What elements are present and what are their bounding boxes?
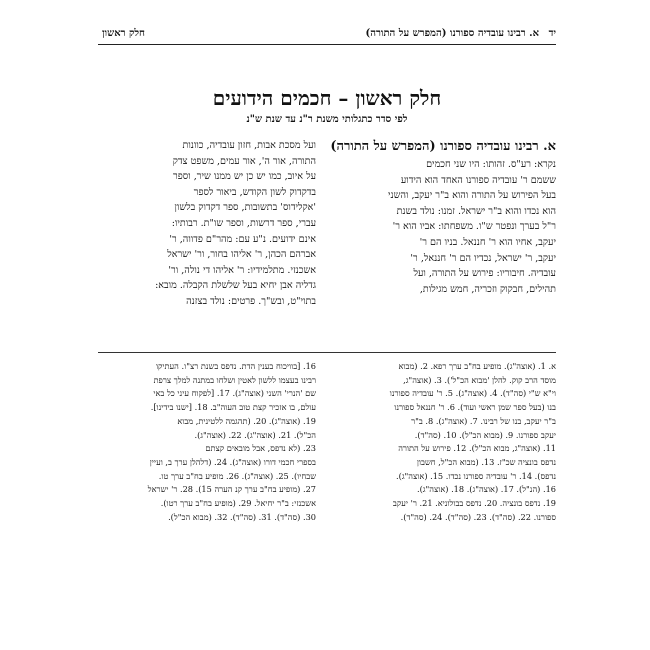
text-line: ועל מסכת אבות, חזון עובדיה, כוונות <box>182 140 316 151</box>
footnote-line: בספרי חכמי דורו (אוצה"ג). 24. (דלהלן ערך ב, ועיין <box>149 456 316 467</box>
page-number: יד <box>548 28 556 39</box>
footnote-line: 16. [בוויכוח בענין הדת. נדפס בשנת רצ"ו. העתיקו <box>155 361 316 371</box>
text-line: עברי, ספר דרשות, וספר שו"ת. רבותיו: <box>171 217 316 229</box>
footnote-line: 30. (סה"ד). 31. (סה"ד). 32. (מבוא הכ"ל). <box>168 511 316 522</box>
header-divider <box>98 44 556 45</box>
text-line: תהילים, חבקוק וזכריה, חמש מגילות, <box>419 283 556 295</box>
footnote-line: נדפס בונציה שכ"ז. 13. (מבוא הכ"ל, חשבון <box>416 456 556 467</box>
text-line: עובדיה. חיבוריו: פירוש על התורה, ועל <box>413 268 556 280</box>
footnote-divider <box>98 352 556 353</box>
book-page <box>98 22 556 632</box>
footnote-line: 19. נדפס בונציה. 20. נדפס בבולוניא. 21. ר' יעקב <box>392 498 556 509</box>
footnotes-right <box>330 360 556 524</box>
footnote-line: אשכנזי: ב"ר יחיאל. 29. (מופיע בח"ב ערך רטו). <box>160 498 316 509</box>
text-line: על איוב, כמו יש כן יש ממנו שיר, וספר <box>173 171 316 183</box>
text-line: ששמם ר' עובדיה ספורנו האחד הוא הידוע <box>400 174 556 186</box>
text-line: אברהם הכהן, ר' אליהו בחור, ור' ישראל <box>167 249 316 261</box>
footnote-line: בנו (בעל ספר שמן ראשי ועוד). 6. ר' חננאל ספורנו <box>394 402 556 413</box>
text-line: אשכנזי. מתלמידיו: ר' אליהו די נולה, ור' <box>168 264 316 276</box>
footnote-line: שבחיו). 25. (אוצה"ג). 26. מופיע בח"ב ערך טו. <box>158 470 316 481</box>
footnote-line: א. 1. (אוצה"ג). מופיע בח"ב ערך רפא. 2. (מבוא <box>398 361 556 371</box>
footnote-line: 27. (מופיע בח"ב ערך קנ הערה 15). 28. ר' ישראל <box>147 484 316 495</box>
footnote-line: ב"ר יעקב, בנו של רבינו. 7. (אוצה"ג). 8. ב"ר <box>411 415 556 426</box>
page-subtitle: לפי סדר כתגלותי משנת ר"נ עד שנת ש"נ <box>246 114 408 125</box>
footnotes-left <box>98 360 316 524</box>
text-line: יעקב, ר' ישראל, נכדיו הם ר' חננאל, ר' <box>410 252 556 264</box>
footnote-line: 11. (אוצה"ג, מבוא הכ"ל). 12. פירוש על התורה <box>398 443 556 454</box>
text-line: הוא נכדו והוא ב"ר ישראל. זמנו: נולד בשנת <box>396 205 556 217</box>
header-part-label: חלק ראשון <box>102 28 145 39</box>
main-column-left <box>98 138 316 310</box>
text-line: ר"ל בערך ונפטר ש"ו. משפחתו: אביו הוא ר' <box>392 221 556 233</box>
footnote-line: 19. (אוצה"ג). 20. (תהגמה ללטינית, מבוא <box>177 415 316 426</box>
footnote-line: נדפס). 14. ר' עובדיה ספורנו נכדו. 15. (אוצה"ג). <box>396 470 556 481</box>
header-page-number <box>366 28 557 39</box>
footnote-line: וי"א ש"י (סה"ד). 4. (אוצה"ג). 5. ר' עובדיה ספורנו <box>389 388 556 399</box>
section-heading: א. רבינו עובדיה ספורנו (המפרש על התורה) <box>330 139 556 154</box>
footnote-line: מוסד הרב קוק. להלן 'מבוא הכ"ל'). 3. (אוצה"ג, <box>403 374 556 385</box>
text-line: התורה, אור ה', אור עמים, משפט צדק <box>172 155 316 167</box>
text-line: נקרא: רע"ס. זהותו: היו שני חכמים <box>426 159 556 170</box>
text-line: 'אקלידוס' בתשובות, ספר דקדוק בלשון <box>174 202 316 214</box>
text-line: בעל הפירוש על התורה והוא ב"ר יעקב, והשני <box>388 190 556 202</box>
text-line: בדקדוק לשון הקודש, ביאור לספר <box>193 186 316 198</box>
footnote-line: עולם, בו אזכיר קצת טוב העוה"ב. 18. [ישנו בידינו]. <box>150 402 316 413</box>
footnote-line: 16. (הנ"ל). 17. (אוצה"ג). 18. (אוצה"ג). <box>417 484 556 495</box>
footnote-line: רבינו בעצמו ללשון לאטין ושלחו במתנה למלך צרפת <box>153 374 316 385</box>
running-title: א. רבינו עובדיה ספורנו (המפרש על התורה) <box>365 28 540 39</box>
main-column-right <box>330 138 556 297</box>
footnote-line: יעקב ספורנו. 9. (מבוא הכ"ל). 10. (סה"ד). <box>414 429 556 440</box>
text-line: יעקב, אחיו הוא ר' חננאל. בניו הם ר' <box>419 236 556 248</box>
footnote-line: שם 'הנרי' השני (אוצה"ג). 17. [לפקוח עיני כל באי <box>153 388 316 399</box>
text-line: אינם ידועים. נ"ע עם: מהר"ם פדווה, ר' <box>169 233 316 245</box>
footnote-line: הכ"ל). 21. (אוצה"ג). 22. (אוצה"ג). <box>194 429 316 440</box>
text-line: גדליה אבן יחיא בעל שלשלת הקבלה. מובא: <box>155 280 316 292</box>
page-title: חלק ראשון – חכמים הידועים <box>212 86 442 110</box>
footnote-line: ספורנו. 22. (סה"ד). 23. (סה"ד). 24. (סה"ד). <box>400 511 556 522</box>
text-line: בתוי"ט, ובש"ך. פרטים: נולד בצזנה <box>186 295 316 307</box>
footnote-line: 23. (לא נדפס, אבל מובאים קצתם <box>205 443 316 454</box>
